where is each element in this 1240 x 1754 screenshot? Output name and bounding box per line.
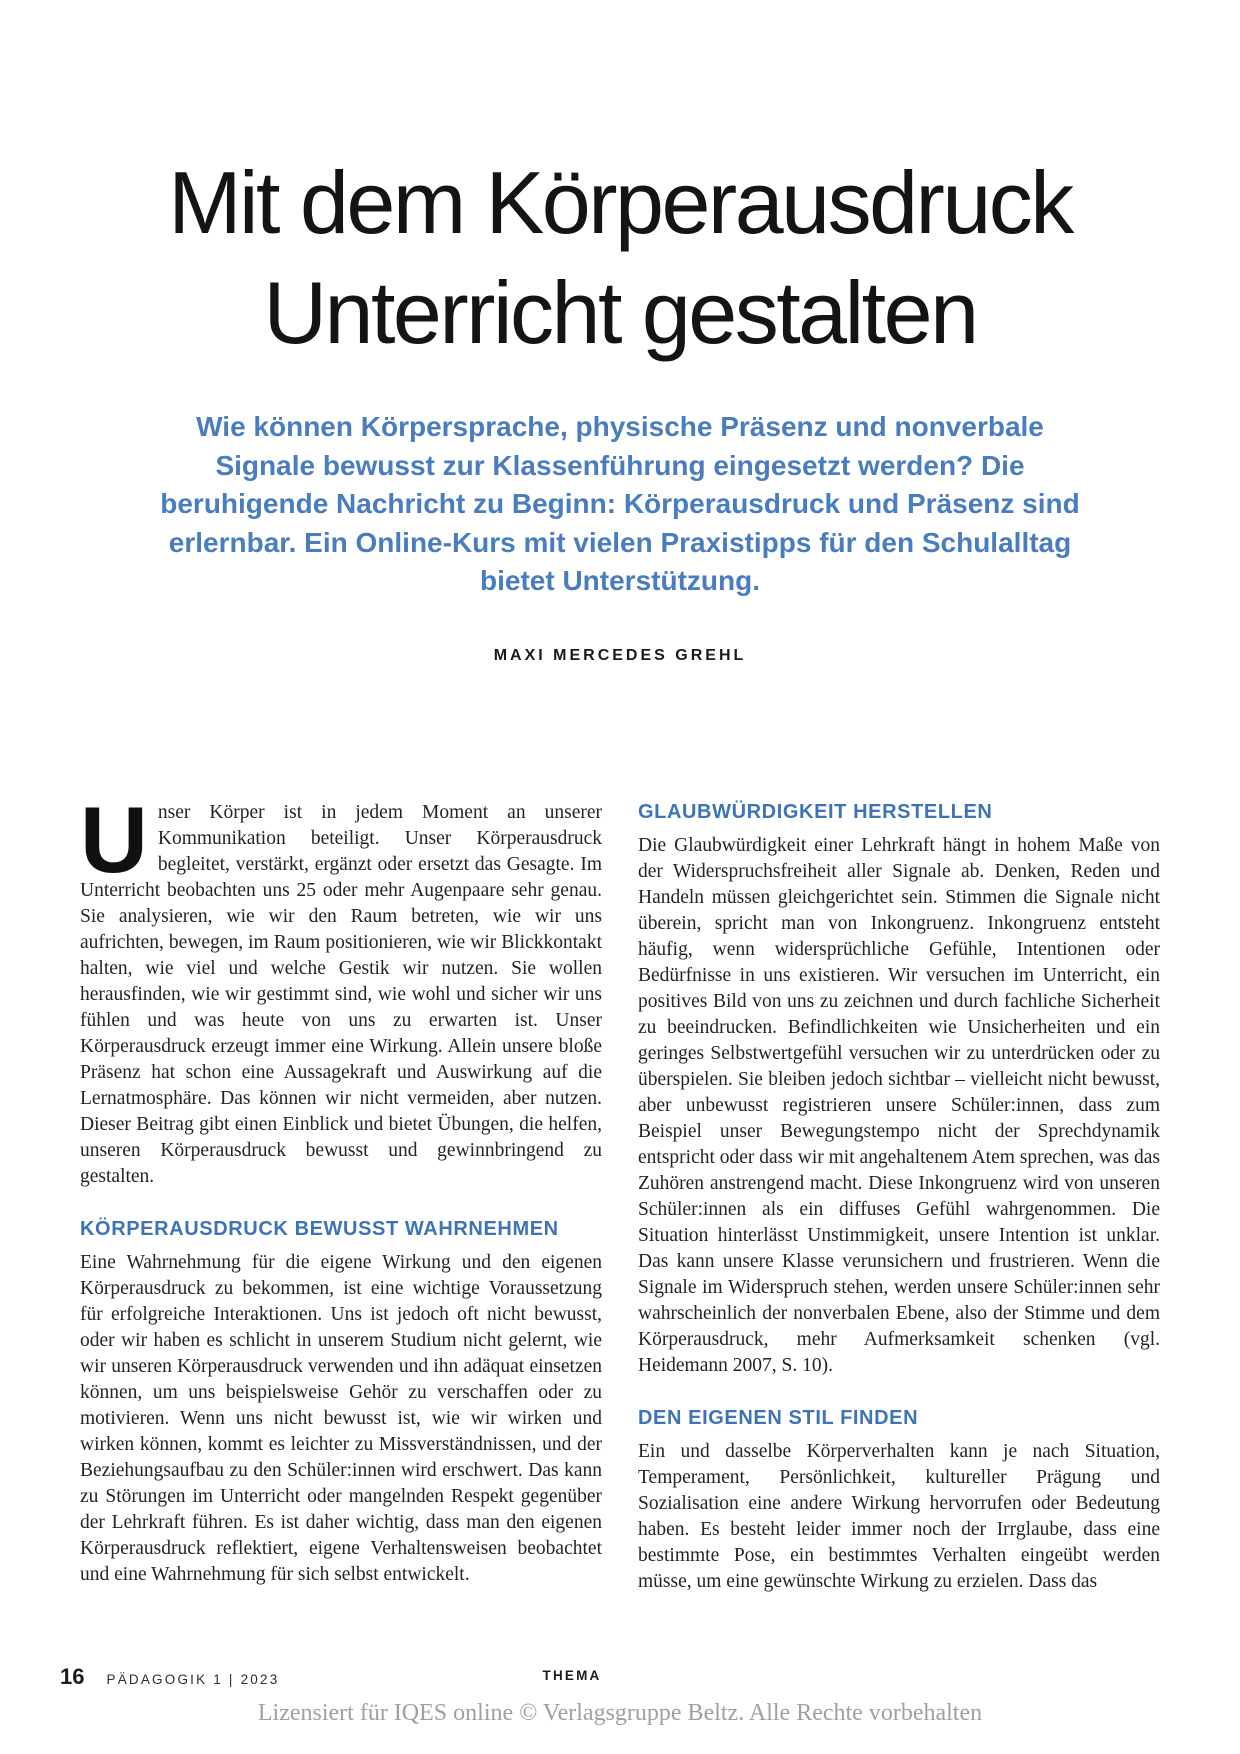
section-heading-koerperausdruck-bewusst-wahrnehmen: KÖRPERAUSDRUCK BEWUSST WAHRNEHMEN <box>80 1218 559 1240</box>
intro-paragraph-text: nser Körper ist in jedem Moment an unserer Kommunikation beteiligt. Unser Körperausdruck begleitet, verstärkt, ergänzt oder ersetzt das Gesagte. Im Unterricht beobachten uns 25 oder mehr Augenpaare sehr genau. Sie analysieren, wie wir den Raum betreten, wie wir uns aufrichten, bewegen, im Raum positionieren, wie wir Blickkontakt halten, wie viel und welche Gestik wir nutzen. Sie wollen herausfinden, wie wir gestimmt sind, wie wohl und sicher wir uns fühlen und was heute von uns zu erwarten ist. Unser Körperausdruck erzeugt immer eine Wirkung. Allein unsere bloße Präsenz hat schon eine Aussagekraft und Auswirkung auf die Lernatmosphäre. Das können wir nicht vermeiden, aber nutzen. Dieser Beitrag gibt einen Einblick und bietet Übungen, die helfen, unseren Körperausdruck bewusst und gewinnbringend zu gestalten. <box>80 802 602 1187</box>
section-paragraph: Ein und dasselbe Körperverhalten kann je nach Situation, Temperament, Persönlichkeit, kultureller Prägung und Sozialisation eine andere Wirkung hervorrufen oder Bedeutung haben. Es besteht leider immer noch der Irrglaube, dass eine bestimmte Pose, ein bestimmtes Verhalten eingeübt werden müsse, um eine gewünschte Wirkung zu erzielen. Dass das <box>638 1441 1160 1592</box>
article-title-line-2: Unterricht gestalten <box>263 263 977 362</box>
section-heading-glaubwuerdigkeit-herstellen: GLAUBWÜRDIGKEIT HERSTELLEN <box>638 801 993 823</box>
right-column <box>638 800 1160 1595</box>
section-heading-den-eigenen-stil-finden: DEN EIGENEN STIL FINDEN <box>638 1407 919 1429</box>
article-title <box>40 148 1200 368</box>
license-watermark: Lizensiert für IQES online © Verlagsgruppe Beltz. Alle Rechte vorbehalten <box>257 1700 983 1726</box>
section-paragraph: Eine Wahrnehmung für die eigene Wirkung und den eigenen Körperausdruck zu bekommen, ist eine wichtige Voraussetzung für erfolgreiche Interaktionen. Uns ist jedoch oft nicht bewusst, oder wir haben es schlicht in unserem Studium nicht gelernt, wie wir unseren Körperausdruck verwenden und ihn adäquat einsetzen können, um uns beispielsweise Gehör zu verschaffen oder zu motivieren. Wenn uns nicht bewusst ist, wie wir wirken und wirken können, kommt es leichter zu Missverständnissen, und der Beziehungsaufbau zu den Schüler:innen wird erschwert. Das kann zu Störungen im Unterricht oder mangelnden Respekt gegenüber der Lehrkraft führen. Es ist daher wichtig, dass man den eigenen Körperausdruck reflektiert, eigene Verhaltensweisen beobachtet und eine Wahrnehmung für sich selbst entwickelt. <box>80 1252 602 1585</box>
drop-cap: U <box>80 787 148 892</box>
page-footer <box>60 1664 1180 1694</box>
journal-name: PÄDAGOGIK 1 | 2023 <box>106 1672 280 1687</box>
article-subtitle: Wie können Körpersprache, physische Präsenz und nonverbale Signale bewusst zur Klassenführung eingesetzt werden? Die beruhigende Nachricht zu Beginn: Körperausdruck und Präsenz sind erlernbar. Ein Online-Kurs mit vielen Praxistipps für den Schulalltag bietet Unterstützung. <box>160 411 1080 596</box>
article-title-line-1: Mit dem Körperausdruck <box>168 153 1072 252</box>
author-byline: MAXI MERCEDES GREHL <box>493 646 747 664</box>
section-paragraph: Die Glaubwürdigkeit einer Lehrkraft hängt in hohem Maße von der Widerspruchsfreiheit aller Signale ab. Denken, Reden und Handeln müssen gleichgerichtet sein. Stimmen die Signale nicht überein, spricht man von Inkongruenz. Inkongruenz entsteht häufig, wenn widersprüchliche Gefühle, Intentionen oder Bedürfnisse in uns existieren. Wir versuchen im Unterricht, ein positives Bild von uns zu zeichnen und durch fachliche Sicherheit zu beeindrucken. Befindlichkeiten wie Unsicherheiten und ein geringes Selbstwertgefühl versuchen wir zu unterdrücken oder zu überspielen. Sie bleiben jedoch sichtbar – vielleicht nicht bewusst, aber unbewusst registrieren unsere Schüler:innen, dass zum Beispiel unser Bewegungstempo nicht der Sprechdynamik entspricht oder dass wir mit angehaltenem Atem sprechen, was das Zuhören anstrengend macht. Diese Inkongruenz wird von unseren Schüler:innen als ein diffuses Gefühl wahrgenommen. Die Situation hinterlässt Unstimmigkeit, unsere Intention ist unklar. Das kann unsere Klasse verunsichern und frustrieren. Wenn die Signale im Widerspruch stehen, werden unsere Schüler:innen sehr wahrscheinlich der nonverbalen Ebene, also der Stimme und dem Körperausdruck, mehr Aufmerksamkeit schenken (vgl. Heidemann 2007, S. 10). <box>638 835 1161 1376</box>
footer-section-label: THEMA <box>542 1668 602 1683</box>
page-number: 16 <box>60 1664 85 1689</box>
intro-paragraph <box>80 787 602 1190</box>
article-body <box>80 787 1161 1595</box>
left-column <box>80 787 602 1595</box>
